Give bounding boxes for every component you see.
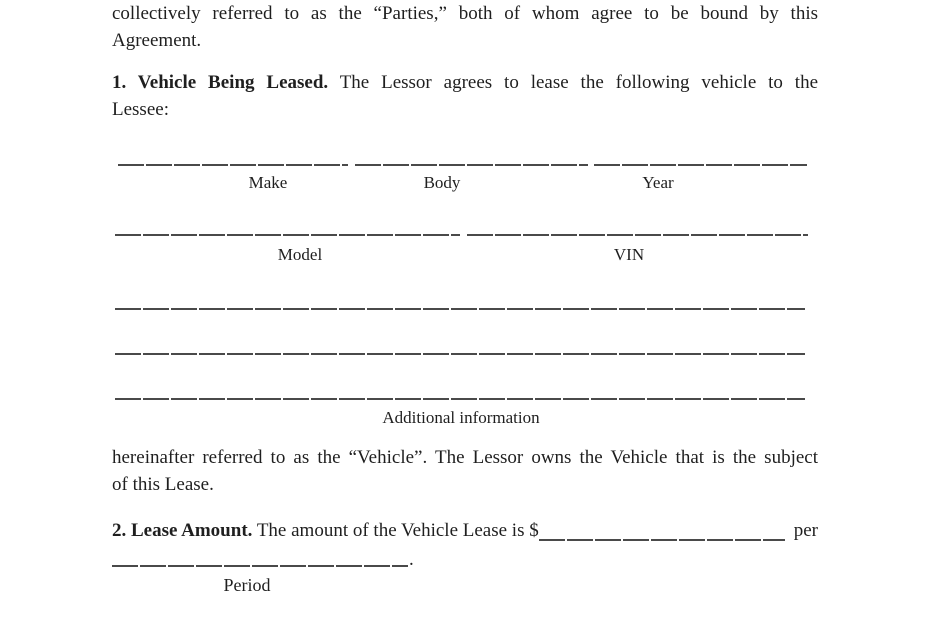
make-label: Make (248, 173, 288, 192)
model-blank-field[interactable] (115, 222, 460, 236)
additional-info-blank-2[interactable] (115, 341, 805, 355)
body-blank-field[interactable] (355, 152, 588, 166)
intro-paragraph (112, 0, 818, 54)
section1-line1-rest: The Lessor agrees to lease the following vehicle to the (328, 72, 818, 93)
period-label: Period (223, 575, 271, 595)
intro-line-1: collectively referred to as the “Parties,” both of whom agree to be bound by this (112, 3, 818, 24)
vin-label: VIN (613, 245, 645, 264)
section1-paragraph (112, 69, 818, 123)
vehicle-note-line-1: hereinafter referred to as the “Vehicle”. The Lessor owns the Vehicle that is the subject (112, 447, 818, 468)
make-blank-field[interactable] (118, 152, 348, 166)
section1-heading: 1. Vehicle Being Leased. (112, 72, 329, 93)
vin-blank-field[interactable] (467, 222, 808, 236)
lease-amount-blank-field[interactable] (539, 527, 785, 541)
section1-line-1 (112, 69, 818, 96)
per-text: per (793, 520, 818, 541)
intro-line-2: Agreement. (112, 30, 202, 51)
lease-amount-line (112, 517, 818, 544)
additional-information-label: Additional information (382, 408, 540, 427)
lease-amount-text: The amount of the Vehicle Lease is $ (252, 520, 539, 541)
year-label: Year (642, 173, 674, 192)
vehicle-note-paragraph (112, 444, 818, 498)
period-blank-field[interactable] (112, 553, 408, 567)
additional-info-blank-1[interactable] (115, 296, 805, 310)
section2-heading: 2. Lease Amount. (112, 520, 253, 541)
period-punctuation: . (409, 549, 414, 570)
additional-info-blank-3[interactable] (115, 386, 805, 400)
section1-line-2: Lessee: (112, 99, 169, 120)
model-label: Model (277, 245, 323, 264)
year-blank-field[interactable] (594, 152, 807, 166)
body-label: Body (423, 173, 461, 192)
vehicle-note-line-2: of this Lease. (112, 474, 214, 495)
